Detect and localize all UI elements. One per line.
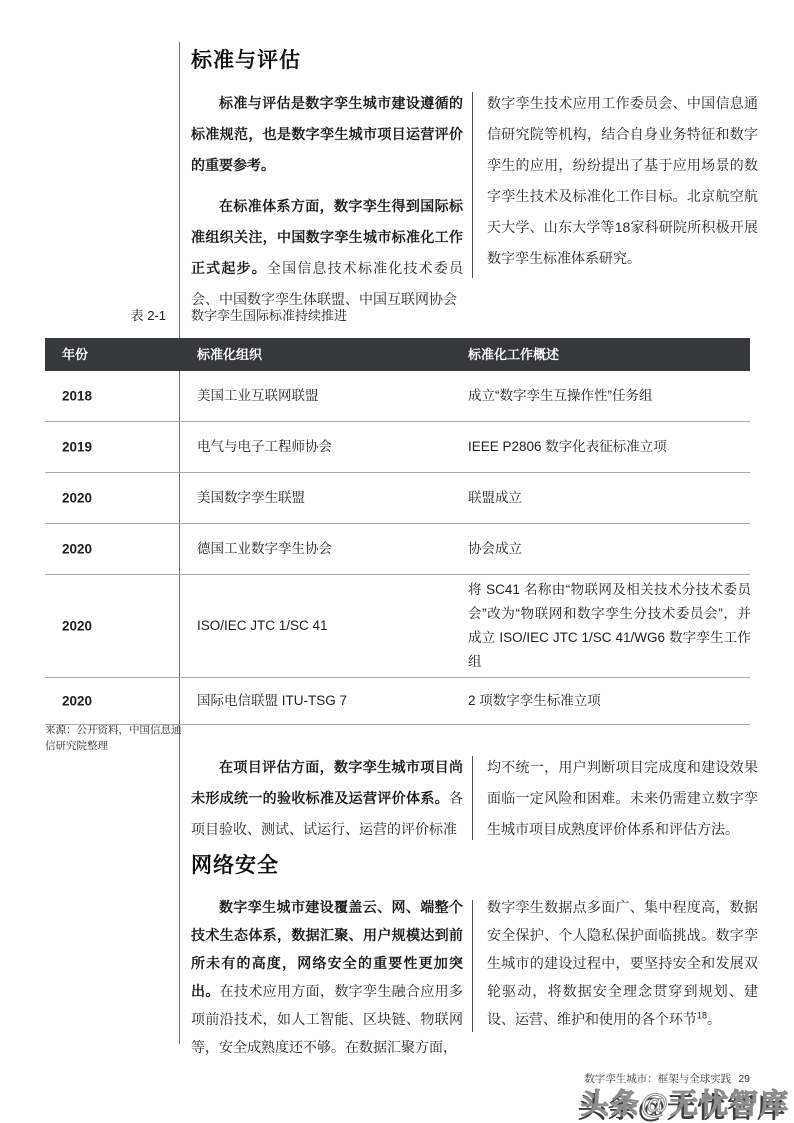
security-left-column xyxy=(191,893,463,1061)
paragraph xyxy=(191,752,463,845)
paragraph xyxy=(191,893,463,1061)
paragraph-text: 数字孪生数据点多面广、集中程度高，数据安全保护、个人隐私保护面临挑战。数字孪生城市的建设过程中，要坚持安全和发展双轮驱动，将数据安全理念贯穿到规划、建设、运营、维护和使用的各个环节 xyxy=(487,899,758,1027)
paragraph-text: 。 xyxy=(707,1011,722,1027)
paragraph-text: 均不统一，用户判断项目完成度和建设效果面临一定风险和困难。未来仍需建立数字孪生城市项目成熟度评价体系和评估方法。 xyxy=(487,759,758,837)
cell-year: 2020 xyxy=(62,490,93,506)
table-row xyxy=(45,422,750,473)
page-number: 29 xyxy=(738,1073,750,1085)
section-title-standards: 标准与评估 xyxy=(191,49,301,72)
watermark-text: 头条@无忧智库 xyxy=(580,1088,790,1119)
paragraph xyxy=(487,88,758,274)
cell-organization: ISO/IEC JTC 1/SC 41 xyxy=(197,618,328,633)
paragraph-text: 在技术应用方面，数字孪生融合应用多项前沿技术，如人工智能、区块链、物联网等，安全成熟度还不够。在数据汇聚方面， xyxy=(191,983,464,1055)
cell-overview: 将 SC41 名称由“物联网及相关技术分技术委员会”改为“物联网和数字孪生分技术委员会”，并成立 ISO/IEC JTC 1/SC 41/WG6 数字孪生工作组 xyxy=(468,582,751,669)
table-row xyxy=(45,575,750,678)
cell-overview: 联盟成立 xyxy=(468,490,522,505)
column-divider xyxy=(472,92,473,278)
paragraph-lead-bold: 数字孪生城市建设覆盖云、网、端整个技术生态体系，数据汇聚、用户规模达到前所未有的高度，网络安全的重要性更加突出。 xyxy=(191,899,463,999)
paragraph xyxy=(487,893,758,1033)
table-caption-title: 数字孪生国际标准持续推进 xyxy=(191,308,348,323)
column-divider xyxy=(472,756,473,840)
cell-year: 2020 xyxy=(62,693,93,709)
standards-table xyxy=(45,338,750,725)
evaluation-right-column xyxy=(487,752,758,845)
table-header-organization: 标准化组织 xyxy=(197,347,263,362)
table-row xyxy=(45,473,750,524)
standards-left-column xyxy=(191,88,463,315)
cell-organization: 美国数字孪生联盟 xyxy=(197,490,305,505)
paragraph-lead-bold: 在项目评估方面，数字孪生城市项目尚未形成统一的验收标准及运营评价体系。 xyxy=(191,759,463,806)
cell-year: 2020 xyxy=(62,618,93,634)
section-title-security: 网络安全 xyxy=(191,854,279,877)
security-right-column xyxy=(487,893,758,1033)
cell-year: 2019 xyxy=(62,439,93,455)
cell-organization: 国际电信联盟 ITU-TSG 7 xyxy=(197,693,348,708)
cell-organization: 美国工业互联网联盟 xyxy=(197,388,319,403)
table-row xyxy=(45,371,750,422)
cell-overview: 协会成立 xyxy=(468,541,522,556)
paragraph-text: 各项目验收、测试、试运行、运营的评价标准 xyxy=(191,790,463,837)
table-header-year: 年份 xyxy=(62,347,89,362)
cell-overview: 成立“数字孪生互操作性”任务组 xyxy=(468,388,653,403)
paragraph-lead-bold: 标准与评估是数字孪生城市建设遵循的标准规范，也是数字孪生城市项目运营评价的重要参考。 xyxy=(191,95,463,173)
cell-organization: 德国工业数字孪生协会 xyxy=(197,541,332,556)
table-caption-label: 表 2-1 xyxy=(130,308,166,323)
standards-right-column xyxy=(487,88,758,274)
cell-year: 2018 xyxy=(62,388,93,404)
table-row xyxy=(45,678,750,725)
cell-year: 2020 xyxy=(62,541,93,557)
paragraph xyxy=(487,752,758,845)
table-header-overview: 标准化工作概述 xyxy=(468,347,560,362)
evaluation-left-column xyxy=(191,752,463,845)
table-source-note: 来源：公开资料，中国信息通信研究院整理 xyxy=(45,724,182,752)
footnote-reference: 18 xyxy=(697,1010,708,1021)
cell-organization: 电气与电子工程师协会 xyxy=(197,439,332,454)
paragraph-text: 数字孪生技术应用工作委员会、中国信息通信研究院等机构，结合自身业务特征和数字孪生的应用，纷纷提出了基于应用场景的数字孪生技术及标准化工作目标。北京航空航天大学、山东大学等18家科研院所积极开展数字孪生标准体系研究。 xyxy=(487,95,758,266)
paragraph-text: 全国信息技术标准化技术委员会、中国数字孪生体联盟、中国互联网协会 xyxy=(191,260,464,307)
column-divider xyxy=(472,900,473,1032)
cell-overview: 2 项数字孪生标准立项 xyxy=(468,693,601,708)
paragraph xyxy=(191,88,463,181)
footer-title: 数字孪生城市：框架与全球实践 xyxy=(584,1073,732,1085)
paragraph-lead-bold: 在标准体系方面，数字孪生得到国际标准组织关注，中国数字孪生城市标准化工作正式起步。 xyxy=(191,198,463,276)
paragraph xyxy=(191,191,463,315)
table-row xyxy=(45,524,750,575)
cell-overview: IEEE P2806 数字化表征标准立项 xyxy=(468,439,667,454)
table-header-row xyxy=(45,338,750,371)
